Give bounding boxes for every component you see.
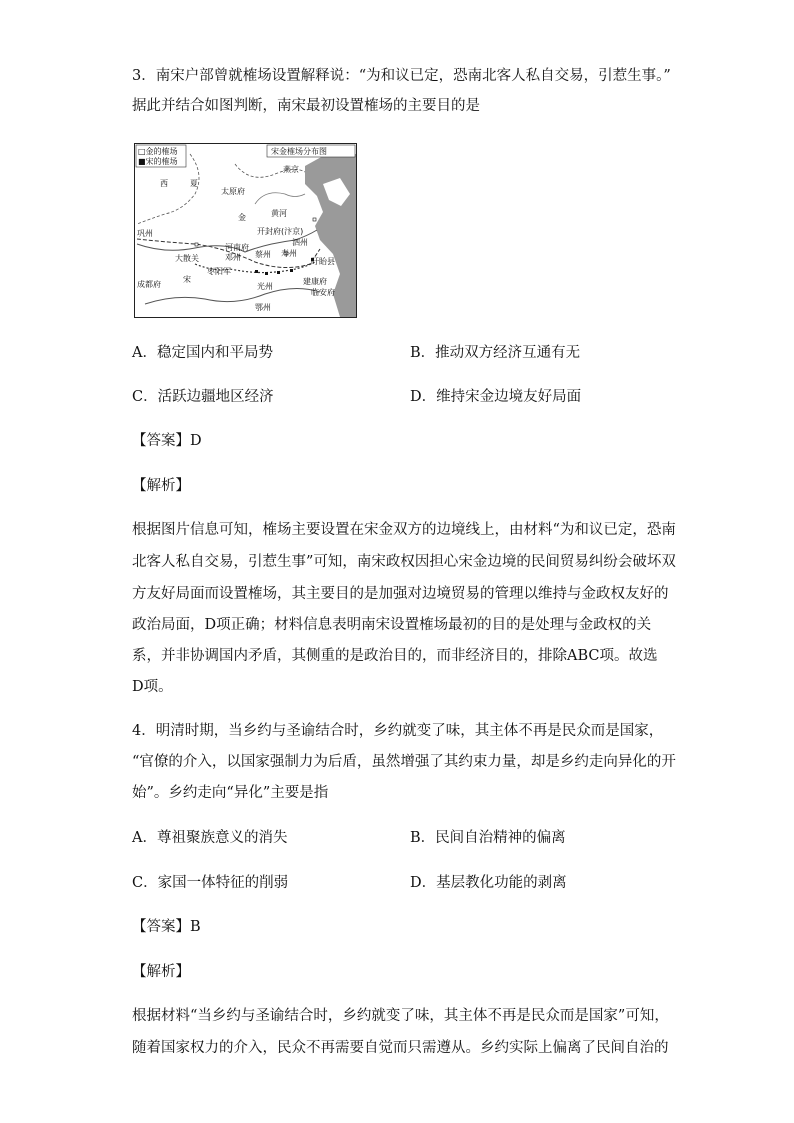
q4-stem-line-2: “官僚的介入，以国家强制力为后盾，虽然增强了其约束力量，却是乡约走向异化的开 <box>132 754 676 770</box>
jin-market-marker <box>195 243 198 246</box>
q3-analysis-line: D项。 <box>132 679 173 695</box>
q3-option-b: B．推动双方经济互通有无 <box>410 345 581 361</box>
q4-option-a: A．尊祖聚族意义的消失 <box>132 830 288 846</box>
label-guangzhou: 光州 <box>257 282 273 291</box>
q3-analysis-line: 根据图片信息可知，榷场主要设置在宋金双方的边境线上，由材料“为和议已定，恐南 <box>132 522 676 538</box>
label-sizhou: 泗州 <box>292 238 308 247</box>
label-kaifeng: 开封府(汴京) <box>257 227 304 236</box>
jin-market-marker <box>313 218 316 221</box>
q4-analysis-label: 【解析】 <box>132 964 190 980</box>
legend-jin: □金的榷场 <box>138 147 178 156</box>
legend-song: ■宋的榷场 <box>138 157 178 166</box>
q4-stem-line-3: 始”。乡约走向“异化”主要是指 <box>132 785 329 801</box>
river-north <box>255 193 305 204</box>
q4-option-b: B．民间自治精神的偏离 <box>410 830 566 846</box>
label-xuyi: 盱眙县 <box>311 257 335 266</box>
q3-analysis-line: 政治局面，D项正确；材料信息表明南宋设置榷场最初的目的是处理与金政权的关 <box>132 617 652 633</box>
label-xiangyang: 枣阳军 <box>207 267 231 276</box>
q3-analysis-line: 系，并非协调国内矛盾，其侧重的是政治目的，而非经济目的，排除ABC项。故选 <box>132 648 658 664</box>
label-song: 宋 <box>183 275 191 284</box>
q3-analysis-line: 方友好局面而设置榷场，其主要目的是加强对边境贸易的管理以维持与金政权友好的 <box>132 586 669 602</box>
label-ezhou: 鄂州 <box>255 303 271 312</box>
label-caizhou: 蔡州 <box>255 250 271 259</box>
q3-option-d: D．维持宋金边境友好局面 <box>410 389 582 405</box>
q3-option-a: A．稳定国内和平局势 <box>132 345 273 361</box>
q3-stem-line-2: 据此并结合如图判断，南宋最初设置榷场的主要目的是 <box>132 98 480 114</box>
label-lingan: 临安府 <box>311 288 335 297</box>
song-market-marker <box>255 270 258 273</box>
label-jin: 金 <box>238 213 246 222</box>
q3-analysis-line: 北客人私自交易，引惹生事”可知，南宋政权因担心宋金边境的民间贸易纠纷会破坏双 <box>132 554 676 570</box>
song-market-marker <box>290 269 293 272</box>
q4-stem-line-1: 4．明清时期，当乡约与圣谕结合时，乡约就变了味，其主体不再是民众而是国家， <box>132 723 664 739</box>
q4-answer: 【答案】B <box>132 919 201 935</box>
q3-stem-line-1: 3．南宋户部曾就榷场设置解释说：“为和议已定，恐南北客人私自交易，引惹生事。” <box>132 68 671 84</box>
q4-analysis-line: 随着国家权力的介入，民众不再需要自觉而只需遵从。乡约实际上偏离了民间自治的 <box>132 1040 669 1056</box>
label-xia: 夏 <box>190 179 198 188</box>
label-huanghe: 黄河 <box>271 209 287 218</box>
label-shouzhou: 寿州 <box>281 249 297 258</box>
song-jin-market-map <box>134 143 357 318</box>
label-dasanguan: 大散关 <box>175 254 199 263</box>
q3-answer: 【答案】D <box>132 433 202 449</box>
label-gongzhou: 巩州 <box>137 229 153 238</box>
q4-option-c: C．家国一体特征的削弱 <box>132 875 289 891</box>
q3-option-c: C．活跃边疆地区经济 <box>132 389 274 405</box>
q4-option-d: D．基层教化功能的剥离 <box>410 875 567 891</box>
map-canvas <box>135 144 356 317</box>
q3-analysis-label: 【解析】 <box>132 478 190 494</box>
song-market-marker <box>265 272 268 275</box>
label-jiankang: 建康府 <box>303 277 327 286</box>
label-dengzhou: 邓州 <box>225 253 241 262</box>
yangtze-river <box>145 288 320 304</box>
label-chengdu: 成都府 <box>137 280 161 289</box>
label-yanjing: 燕京 <box>283 165 299 174</box>
label-henan: 河南府 <box>225 243 249 252</box>
map-title: 宋金榷场分布图 <box>271 147 327 156</box>
label-xi: 西 <box>160 179 168 188</box>
label-taiyuan: 太原府 <box>221 187 245 196</box>
q4-analysis-line: 根据材料“当乡约与圣谕结合时，乡约就变了味，其主体不再是民众而是国家”可知， <box>132 1008 669 1024</box>
song-market-marker <box>277 271 280 274</box>
